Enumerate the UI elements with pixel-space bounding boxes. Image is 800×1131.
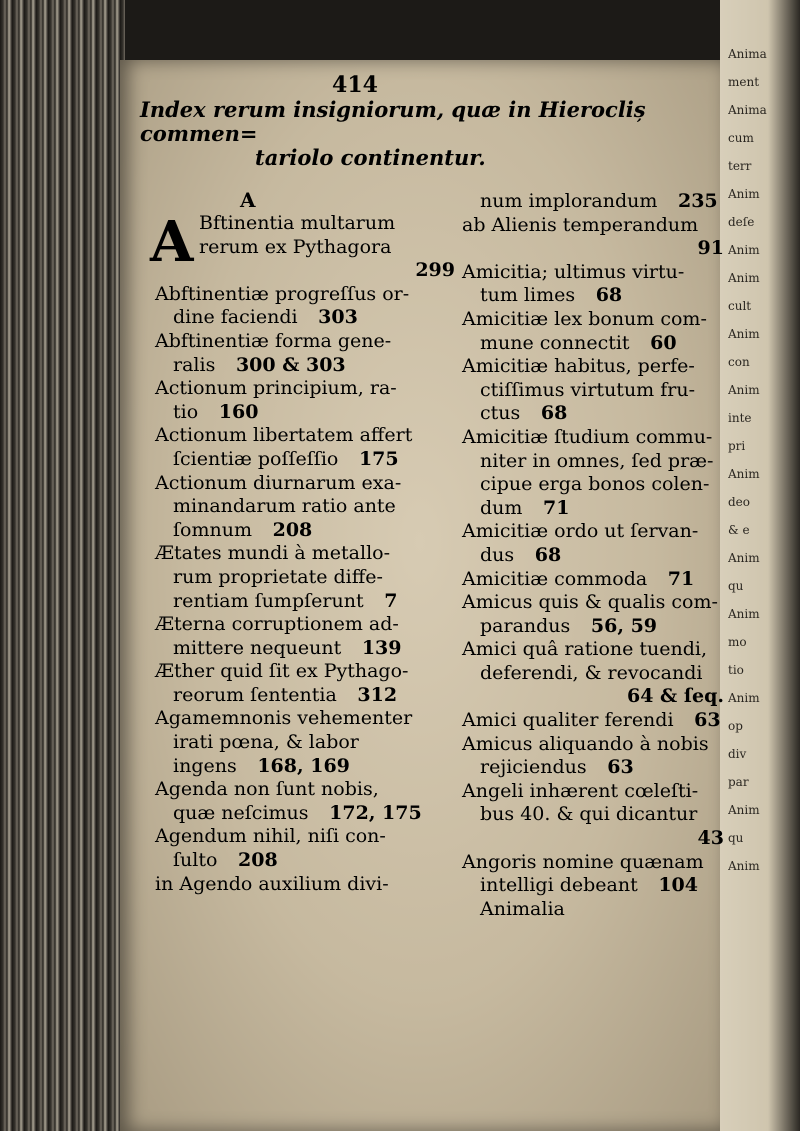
header-line-1: Index rerum insigniorum, quæ in Hierocliș commen= [140,97,646,146]
index-entry [462,756,724,780]
entry-text: intelligi debeant [480,874,638,897]
entry-text: quæ neſcimus [173,801,309,824]
entry-text: Agamemnonis vehementer [155,707,413,730]
index-entry [462,851,724,875]
entry-text: rum proprietate diffe- [173,565,383,588]
header-line-2: tariolo continentur. [255,145,486,170]
facing-page-fragment: par [728,775,749,789]
index-entry [462,450,724,474]
index-entry [155,401,455,425]
index-entry [462,662,724,686]
entry-text: Bftinentia multarum [199,212,396,234]
index-entry [155,849,455,873]
entry-text: Angoris nomine quænam [462,850,704,873]
entry-text: ſulto [173,849,218,872]
entry-page-ref: 175 [352,447,399,470]
entry-text: dum [480,496,523,519]
entry-text: rejiciendus [480,756,587,779]
entry-text: irati pœna, & labor [173,731,359,754]
entry-page-ref: 303 [311,306,358,329]
index-entry [462,520,724,544]
index-entry [462,214,724,238]
facing-page-fragment: terr [728,159,752,173]
entry-text: ctus [480,402,521,425]
index-entry [155,236,455,260]
facing-page-fragment: pri [728,439,746,453]
entry-text: Abftinentiæ forma gene- [155,329,392,352]
entry-text: Abftinentiæ progreſſus or- [155,282,410,305]
facing-page-fragment: cult [728,299,752,313]
index-entry [155,613,455,637]
facing-page-fragment: & e [728,523,750,537]
entry-text: Amicus aliquando à nobis [462,732,709,755]
entry-text: Amicus quis & qualis com- [462,591,718,614]
index-entry [462,591,724,615]
index-entry [155,684,455,708]
index-entry [462,685,724,709]
entry-text: ab Alienis temperandum [462,213,699,236]
index-entry [462,733,724,757]
entry-text: tio [173,400,199,423]
index-entry [462,803,724,827]
drop-cap: A [150,209,194,275]
index-entry [462,780,724,804]
entry-text: Amicitiæ ordo ut ſervan- [462,520,699,543]
entry-page-ref: 139 [355,636,402,659]
facing-page-fragment: Anim [728,243,760,257]
entry-page-ref: 300 & 303 [229,353,346,376]
entry-page-ref: 68 [528,543,562,566]
entry-text: niter in omnes, ſed præ- [480,449,714,472]
entry-page-ref: 208 [265,518,313,541]
entry-text: mittere nequeunt [173,636,342,659]
index-entry [462,190,724,214]
index-entry [462,308,724,332]
entry-text: Angeli inhærent cœleſti- [462,779,699,802]
facing-page-fragment: tio [728,663,744,677]
entry-page-ref: 60 [643,331,677,354]
index-entry [155,542,455,566]
index-entry [155,283,455,307]
entry-page-ref: 43 [697,827,724,850]
facing-page-fragment: deo [728,495,751,509]
entry-page-ref: 235 [671,190,718,212]
entry-text: Amicitiæ habitus, perfe- [462,355,695,378]
entry-text: tum limes [480,284,576,307]
index-entry [462,568,724,592]
entry-text: mune connectit [480,331,630,354]
facing-page-fragment: Anim [728,187,760,201]
entry-text: cipue erga bonos colen- [480,473,710,496]
index-entry [155,566,455,590]
entry-page-ref: 168, 169 [250,754,350,777]
index-entry [462,402,724,426]
index-entry [155,590,455,614]
index-entry [155,377,455,401]
facing-page-fragment: cum [728,131,754,145]
facing-page-fragment: op [728,719,743,733]
index-entry [462,426,724,450]
index-entry [462,874,724,898]
entry-text: Amicitiæ commoda [462,567,648,590]
entry-text: Amicitiæ lex bonum com- [462,307,707,330]
facing-page-fragment: inte [728,411,752,425]
entry-page-ref: 68 [589,284,623,307]
entry-text: Amicitiæ ſtudium commu- [462,425,713,448]
facing-page-fragment: qu [728,579,744,593]
entry-text: Æther quid ſit ex Pythago- [155,660,409,683]
index-entry [155,802,455,826]
index-entry [462,497,724,521]
index-entry [462,355,724,379]
entry-page-ref: 160 [212,400,259,423]
entry-text: Animalia [480,897,565,920]
entry-text: minandarum ratio ante [173,495,396,518]
entry-text: ingens [173,754,237,777]
index-entry [155,495,455,519]
index-entry [155,755,455,779]
entry-page-ref: 104 [651,874,698,897]
entry-page-ref: 63 [600,756,634,779]
index-entry [155,330,455,354]
index-entry [462,615,724,639]
index-entry [155,825,455,849]
entry-text: dus [480,543,515,566]
facing-page-fragment: Anim [728,383,760,397]
index-entry [155,707,455,731]
entry-text: parandus [480,614,571,637]
index-entry [462,709,724,733]
index-entry [462,827,724,851]
facing-page-fragment: Anim [728,327,760,341]
section-letter: A [240,188,256,212]
entry-page-ref: 64 & ſeq. [627,685,724,708]
index-column-right [462,190,724,921]
book-spine-edge [0,0,125,1131]
index-entry [155,212,455,236]
facing-page-fragment: con [728,355,750,369]
index-column-left [155,212,455,896]
entry-text: bus 40. & qui dicantur [480,803,698,826]
entry-text: Actionum diurnarum exa- [155,471,402,494]
index-entry [462,544,724,568]
index-entry [155,637,455,661]
facing-page-fragment: Anim [728,803,760,817]
entry-text: rentiam ſumpſerunt [173,589,364,612]
index-entry [462,332,724,356]
entry-text: rerum ex Pythagora [199,235,392,258]
entry-page-ref: 68 [534,402,568,425]
entry-page-ref: 71 [536,496,570,519]
facing-page-fragment: div [728,747,747,761]
entry-text: ſomnum [173,518,252,541]
facing-page-fragment: deſe [728,215,755,229]
entry-text: in Agendo auxilium divi- [155,872,389,895]
index-entry [462,237,724,261]
facing-page-fragment: Anim [728,859,760,873]
index-entry [155,424,455,448]
entry-page-ref: 172, 175 [322,801,422,824]
facing-page-fragment: ment [728,75,760,89]
index-entry [155,448,455,472]
entry-text: reorum ſententia [173,683,337,706]
index-entry [462,261,724,285]
entry-text: ralis [173,353,216,376]
index-entry [155,472,455,496]
index-entry [155,731,455,755]
facing-page-fragment: Anima [728,47,767,61]
entry-page-ref: 91 [697,237,724,260]
index-entry [462,284,724,308]
facing-page-fragment: Anim [728,691,760,705]
entry-text: Ætates mundi à metallo- [155,542,391,565]
entry-text: Actionum libertatem affert [155,424,413,447]
index-entry [462,638,724,662]
index-entry [155,354,455,378]
index-entry [155,778,455,802]
index-entry [462,898,724,922]
index-entry [155,306,455,330]
facing-page-fragment: Anim [728,551,760,565]
entry-text: ſcientiæ poſſeſſio [173,447,339,470]
entry-page-ref: 63 [687,709,721,732]
index-entry [155,660,455,684]
facing-page-fragment: mo [728,635,747,649]
entry-page-ref: 312 [350,683,398,706]
facing-page-fragments [728,40,778,880]
entry-text: Amici quâ ratione tuendi, [462,638,708,661]
index-entry [155,259,455,283]
facing-page-fragment: qu [728,831,744,845]
entry-text: Agenda non ſunt nobis, [155,778,379,801]
index-entry [155,873,455,897]
entry-text: Actionum principium, ra- [155,377,397,400]
entry-text: dine faciendi [173,306,298,329]
entry-text: Amici qualiter ferendi [462,709,674,732]
page-number: 414 [332,72,378,98]
index-header [140,98,720,170]
entry-page-ref: 208 [231,849,278,872]
entry-page-ref: 299 [415,259,455,282]
facing-page-fragment: Anima [728,103,767,117]
entry-text: Agendum nihil, niſi con- [155,825,386,848]
entry-page-ref: 56, 59 [584,614,658,637]
entry-text: num implorandum [480,190,658,212]
entry-text: ctiſſimus virtutum fru- [480,378,696,401]
entry-text: deferendi, & revocandi [480,661,703,684]
facing-page-fragment: Anim [728,467,760,481]
entry-text: Amicitia; ultimus virtu- [462,260,685,283]
facing-page-fragment: Anim [728,271,760,285]
index-entry [462,473,724,497]
entry-text: Æterna corruptionem ad- [155,613,399,636]
index-entry [462,379,724,403]
index-entry [155,519,455,543]
facing-page-fragment: Anim [728,607,760,621]
entry-page-ref: 71 [661,567,695,590]
entry-page-ref: 7 [377,589,398,612]
